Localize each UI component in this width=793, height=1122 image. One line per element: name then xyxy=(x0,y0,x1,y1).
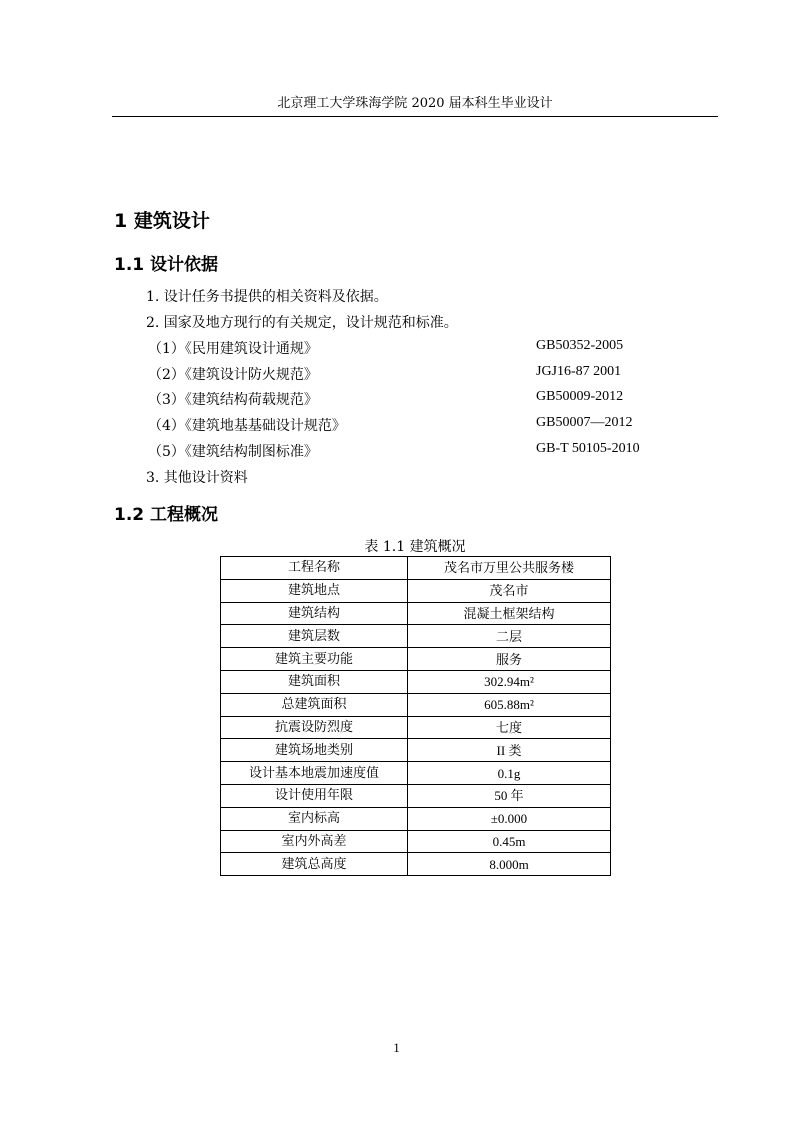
table-row xyxy=(221,579,611,602)
table-row xyxy=(221,853,611,876)
basis-item-2: 2. 国家及地方现行的有关规定，设计规范和标准。 xyxy=(146,315,458,331)
table-value: 0.45m xyxy=(408,830,611,853)
table-key: 抗震设防烈度 xyxy=(221,716,408,739)
standard-name: （4）《建筑地基基础设计规范》 xyxy=(148,418,346,434)
table-row xyxy=(221,784,611,807)
table-key: 建筑面积 xyxy=(221,670,408,693)
table-value: 二层 xyxy=(408,625,611,648)
table-caption: 表 1.1 建筑概况 xyxy=(364,539,466,555)
standard-code: GB50009-2012 xyxy=(536,389,624,404)
standard-code: GB50007—2012 xyxy=(536,415,633,430)
table-key: 建筑层数 xyxy=(221,625,408,648)
section-title-basis: 1.1 设计依据 xyxy=(114,255,219,275)
table-value: 8.000m xyxy=(408,853,611,876)
table-key: 工程名称 xyxy=(221,557,408,580)
table-row xyxy=(221,557,611,580)
table-value: 服务 xyxy=(408,648,611,671)
chapter-title: 1 建筑设计 xyxy=(114,210,210,232)
standard-code: JGJ16-87 2001 xyxy=(536,364,622,379)
table-value: 混凝土框架结构 xyxy=(408,602,611,625)
basis-item-1: 1. 设计任务书提供的相关资料及依据。 xyxy=(146,289,388,305)
table-row xyxy=(221,648,611,671)
table-value: 茂名市万里公共服务楼 xyxy=(408,557,611,580)
table-row xyxy=(221,807,611,830)
standard-name: （1）《民用建筑设计通规》 xyxy=(148,341,318,357)
table-value: II 类 xyxy=(408,739,611,762)
building-overview-table xyxy=(220,556,611,876)
table-value: 302.94m² xyxy=(408,670,611,693)
page-header: 北京理工大学珠海学院 2020 届本科生毕业设计 xyxy=(112,92,718,117)
standard-code: GB50352-2005 xyxy=(536,338,624,353)
table-row xyxy=(221,830,611,853)
table-key: 建筑地点 xyxy=(221,579,408,602)
table-value: 50 年 xyxy=(408,784,611,807)
table-key: 建筑主要功能 xyxy=(221,648,408,671)
basis-item-3: 3. 其他设计资料 xyxy=(146,470,248,486)
table-key: 室内外高差 xyxy=(221,830,408,853)
table-value: 0.1g xyxy=(408,762,611,785)
table-key: 建筑场地类别 xyxy=(221,739,408,762)
standard-name: （3）《建筑结构荷载规范》 xyxy=(148,392,318,408)
table-row xyxy=(221,762,611,785)
table-value: 七度 xyxy=(408,716,611,739)
standard-name: （5）《建筑结构制图标准》 xyxy=(148,444,318,460)
table-row xyxy=(221,739,611,762)
table-value: 茂名市 xyxy=(408,579,611,602)
table-value: 605.88m² xyxy=(408,693,611,716)
table-row xyxy=(221,670,611,693)
table-row xyxy=(221,716,611,739)
standard-code: GB-T 50105-2010 xyxy=(536,441,640,456)
table-key: 总建筑面积 xyxy=(221,693,408,716)
page-number: 1 xyxy=(393,1040,400,1055)
table-value: ±0.000 xyxy=(408,807,611,830)
table-key: 建筑总高度 xyxy=(221,853,408,876)
table-key: 室内标高 xyxy=(221,807,408,830)
table-row xyxy=(221,602,611,625)
table-key: 设计基本地震加速度值 xyxy=(221,762,408,785)
standard-name: （2）《建筑设计防火规范》 xyxy=(148,367,318,383)
table-key: 设计使用年限 xyxy=(221,784,408,807)
table-row xyxy=(221,625,611,648)
table-row xyxy=(221,693,611,716)
section-title-overview: 1.2 工程概况 xyxy=(114,505,219,525)
table-key: 建筑结构 xyxy=(221,602,408,625)
